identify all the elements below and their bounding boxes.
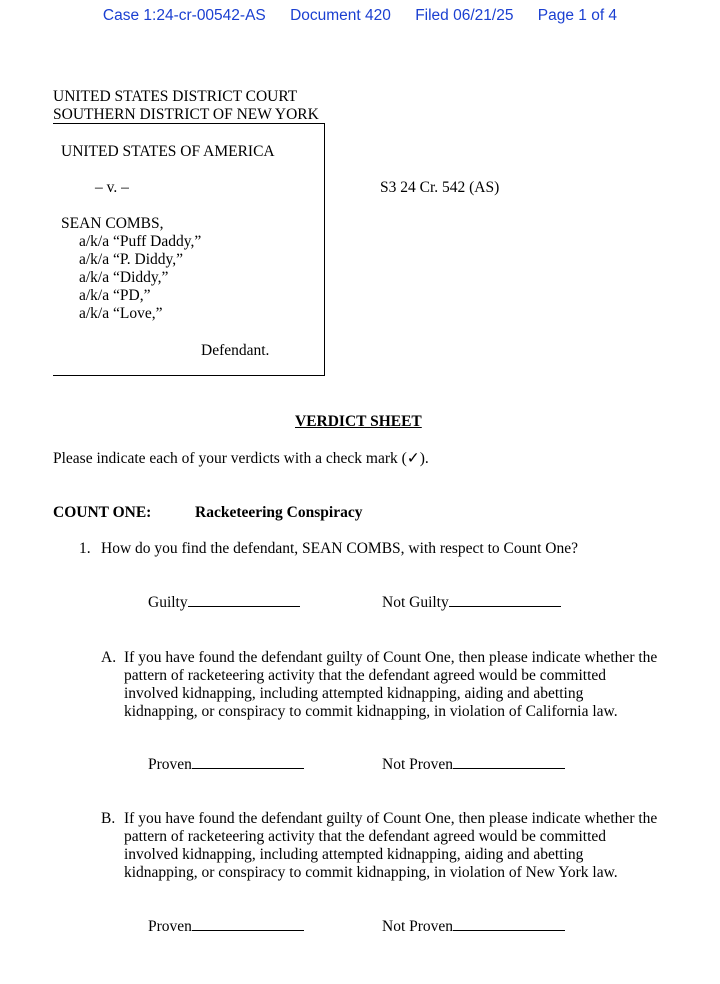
alias-item: a/k/a “Diddy,” xyxy=(79,269,169,286)
proven-option-b xyxy=(148,918,304,936)
defendant-label: Defendant. xyxy=(201,342,270,359)
not-guilty-option xyxy=(382,594,561,612)
proven-option-a xyxy=(148,756,304,774)
case-number: Case 1:24-cr-00542-AS xyxy=(102,7,266,24)
not-proven-label: Not Proven xyxy=(382,918,454,935)
count-name: Racketeering Conspiracy xyxy=(195,504,363,521)
not-proven-label: Not Proven xyxy=(382,756,454,773)
subquestion-letter: B. xyxy=(101,810,116,827)
court-name-line2: SOUTHERN DISTRICT OF NEW YORK xyxy=(53,106,319,123)
not-proven-check-line-b[interactable] xyxy=(453,929,565,931)
question-number: 1. xyxy=(79,540,91,557)
instructions-text: Please indicate each of your verdicts with a check mark (✓). xyxy=(53,450,429,467)
subquestion-a-line: If you have found the defendant guilty of Count One, then please indicate whether the xyxy=(124,649,658,666)
subquestion-letter: A. xyxy=(101,649,117,666)
guilty-option xyxy=(148,594,300,612)
subquestion-a-line: kidnapping, or conspiracy to commit kidnapping, in violation of California law. xyxy=(124,703,618,720)
alias-item: a/k/a “PD,” xyxy=(79,287,151,304)
alias-item: a/k/a “Love,” xyxy=(79,305,163,322)
not-guilty-check-line[interactable] xyxy=(449,605,561,607)
count-label: COUNT ONE: xyxy=(53,504,152,521)
proven-check-line-a[interactable] xyxy=(192,767,304,769)
proven-check-line-b[interactable] xyxy=(192,929,304,931)
court-name-line1: UNITED STATES DISTRICT COURT xyxy=(53,88,298,105)
not-proven-check-line-a[interactable] xyxy=(453,767,565,769)
filed-date: Filed 06/21/25 xyxy=(415,7,514,24)
versus-label: – v. – xyxy=(95,179,129,196)
not-guilty-label: Not Guilty xyxy=(382,594,449,611)
case-reference: S3 24 Cr. 542 (AS) xyxy=(380,179,500,196)
proven-label: Proven xyxy=(148,918,192,935)
question-text: How do you find the defendant, SEAN COMBS, with respect to Count One? xyxy=(101,540,578,557)
subquestion-b-line: If you have found the defendant guilty of Count One, then please indicate whether the xyxy=(124,810,658,827)
document-title: VERDICT SHEET xyxy=(295,413,422,430)
not-proven-option-a xyxy=(382,756,565,774)
document-number: Document 420 xyxy=(290,7,391,24)
plaintiff-name: UNITED STATES OF AMERICA xyxy=(61,143,275,160)
subquestion-b-line: pattern of racketeering activity that the defendant agreed would be committed xyxy=(124,828,607,845)
guilty-check-line[interactable] xyxy=(188,605,300,607)
alias-item: a/k/a “Puff Daddy,” xyxy=(79,233,202,250)
guilty-label: Guilty xyxy=(148,594,188,611)
alias-item: a/k/a “P. Diddy,” xyxy=(79,251,184,268)
subquestion-a-line: involved kidnapping, including attempted kidnapping, aiding and abetting xyxy=(124,685,584,702)
subquestion-b-line: kidnapping, or conspiracy to commit kidnapping, in violation of New York law. xyxy=(124,864,618,881)
subquestion-a-line: pattern of racketeering activity that the defendant agreed would be committed xyxy=(124,667,607,684)
defendant-name: SEAN COMBS, xyxy=(61,215,164,232)
page-indicator: Page 1 of 4 xyxy=(537,7,618,24)
not-proven-option-b xyxy=(382,918,565,936)
subquestion-b-line: involved kidnapping, including attempted kidnapping, aiding and abetting xyxy=(124,846,584,863)
proven-label: Proven xyxy=(148,756,192,773)
filing-header xyxy=(0,7,720,25)
